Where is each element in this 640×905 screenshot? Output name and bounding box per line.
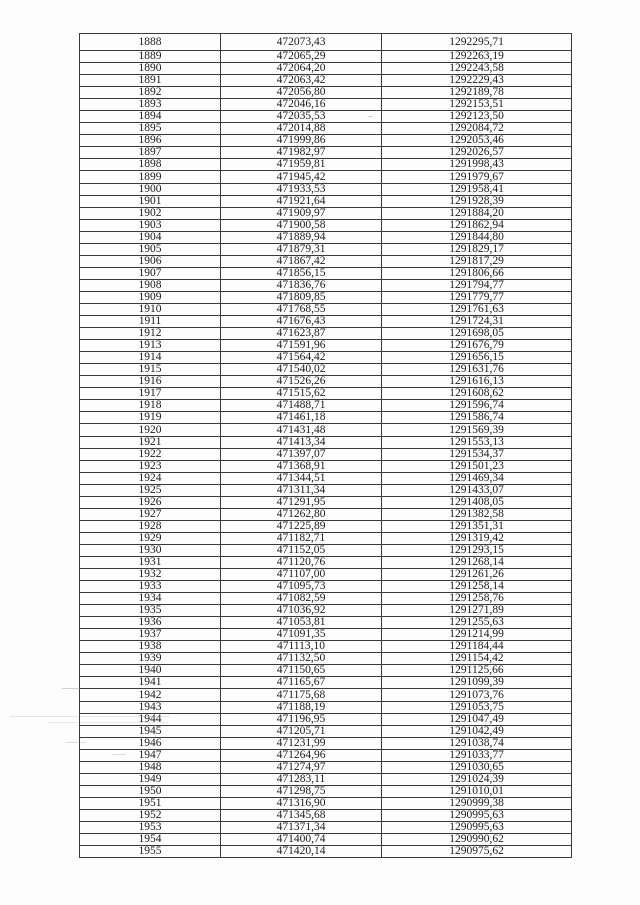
point-number-cell: 1934	[80, 593, 221, 605]
y-coordinate-cell: 1290975,62	[382, 846, 572, 858]
x-coordinate-cell: 471909,97	[221, 207, 382, 219]
point-number-cell: 1908	[80, 279, 221, 291]
x-coordinate-cell: 471526,26	[221, 376, 382, 388]
x-coordinate-cell: 471196,95	[221, 713, 382, 725]
y-coordinate-cell: 1292243,58	[382, 63, 572, 75]
y-coordinate-cell: 1291794,77	[382, 279, 572, 291]
scan-artifact	[62, 688, 80, 689]
point-number-cell: 1901	[80, 195, 221, 207]
y-coordinate-cell: 1291047,49	[382, 713, 572, 725]
table-row	[80, 412, 572, 424]
x-coordinate-cell: 471809,85	[221, 291, 382, 303]
point-number-cell: 1933	[80, 581, 221, 593]
y-coordinate-cell: 1292084,72	[382, 123, 572, 135]
y-coordinate-cell: 1291862,94	[382, 219, 572, 231]
table-row	[80, 183, 572, 195]
y-coordinate-cell: 1291433,07	[382, 484, 572, 496]
x-coordinate-cell: 471152,05	[221, 544, 382, 556]
point-number-cell: 1921	[80, 436, 221, 448]
y-coordinate-cell: 1291656,15	[382, 352, 572, 364]
x-coordinate-cell: 471091,35	[221, 629, 382, 641]
y-coordinate-cell: 1292053,46	[382, 135, 572, 147]
y-coordinate-cell: 1290990,62	[382, 834, 572, 846]
table-row	[80, 303, 572, 315]
y-coordinate-cell: 1291979,67	[382, 171, 572, 183]
y-coordinate-cell: 1291698,05	[382, 328, 572, 340]
table-row	[80, 556, 572, 568]
x-coordinate-cell: 471368,91	[221, 460, 382, 472]
x-coordinate-cell: 471036,92	[221, 605, 382, 617]
y-coordinate-cell: 1291844,80	[382, 231, 572, 243]
table-row	[80, 291, 572, 303]
table-row	[80, 496, 572, 508]
table-row	[80, 689, 572, 701]
table-row	[80, 677, 572, 689]
point-number-cell: 1909	[80, 291, 221, 303]
table-row	[80, 267, 572, 279]
table-row	[80, 448, 572, 460]
table-row	[80, 111, 572, 123]
point-number-cell: 1915	[80, 364, 221, 376]
table-row	[80, 472, 572, 484]
y-coordinate-cell: 1291268,14	[382, 556, 572, 568]
y-coordinate-cell: 1291258,76	[382, 593, 572, 605]
table-row	[80, 725, 572, 737]
table-row	[80, 713, 572, 725]
x-coordinate-cell: 471889,94	[221, 231, 382, 243]
point-number-cell: 1913	[80, 340, 221, 352]
point-number-cell: 1936	[80, 617, 221, 629]
table-row	[80, 436, 572, 448]
y-coordinate-cell: 1291271,89	[382, 605, 572, 617]
x-coordinate-cell: 471397,07	[221, 448, 382, 460]
y-coordinate-cell: 1291073,76	[382, 689, 572, 701]
y-coordinate-cell: 1291010,01	[382, 785, 572, 797]
point-number-cell: 1914	[80, 352, 221, 364]
point-number-cell: 1937	[80, 629, 221, 641]
x-coordinate-cell: 471344,51	[221, 472, 382, 484]
x-coordinate-cell: 471982,97	[221, 147, 382, 159]
x-coordinate-cell: 471488,71	[221, 400, 382, 412]
table-row	[80, 63, 572, 75]
coordinates-table-body	[80, 34, 572, 858]
point-number-cell: 1943	[80, 701, 221, 713]
point-number-cell: 1912	[80, 328, 221, 340]
table-row	[80, 653, 572, 665]
point-number-cell: 1897	[80, 147, 221, 159]
scan-artifact	[369, 116, 372, 117]
table-row	[80, 665, 572, 677]
point-number-cell: 1889	[80, 51, 221, 63]
x-coordinate-cell: 471836,76	[221, 279, 382, 291]
x-coordinate-cell: 471945,42	[221, 171, 382, 183]
y-coordinate-cell: 1291261,26	[382, 569, 572, 581]
scan-artifact	[48, 722, 168, 723]
x-coordinate-cell: 471274,97	[221, 761, 382, 773]
x-coordinate-cell: 471262,80	[221, 508, 382, 520]
table-row	[80, 328, 572, 340]
point-number-cell: 1894	[80, 111, 221, 123]
y-coordinate-cell: 1291586,74	[382, 412, 572, 424]
scan-artifact	[66, 742, 86, 743]
coordinates-table	[79, 33, 572, 858]
point-number-cell: 1924	[80, 472, 221, 484]
x-coordinate-cell: 471082,59	[221, 593, 382, 605]
table-row	[80, 822, 572, 834]
x-coordinate-cell: 472065,29	[221, 51, 382, 63]
point-number-cell: 1928	[80, 520, 221, 532]
table-row	[80, 785, 572, 797]
point-number-cell: 1950	[80, 785, 221, 797]
x-coordinate-cell: 472063,42	[221, 75, 382, 87]
y-coordinate-cell: 1291258,14	[382, 581, 572, 593]
x-coordinate-cell: 471564,42	[221, 352, 382, 364]
table-row	[80, 460, 572, 472]
table-row	[80, 147, 572, 159]
table-row	[80, 123, 572, 135]
point-number-cell: 1892	[80, 87, 221, 99]
table-row	[80, 544, 572, 556]
x-coordinate-cell: 471311,34	[221, 484, 382, 496]
point-number-cell: 1898	[80, 159, 221, 171]
table-row	[80, 773, 572, 785]
point-number-cell: 1896	[80, 135, 221, 147]
point-number-cell: 1922	[80, 448, 221, 460]
table-row	[80, 316, 572, 328]
x-coordinate-cell: 471879,31	[221, 243, 382, 255]
y-coordinate-cell: 1291030,65	[382, 761, 572, 773]
table-row	[80, 34, 572, 51]
x-coordinate-cell: 472046,16	[221, 99, 382, 111]
y-coordinate-cell: 1291779,77	[382, 291, 572, 303]
x-coordinate-cell: 471999,86	[221, 135, 382, 147]
table-row	[80, 629, 572, 641]
point-number-cell: 1953	[80, 822, 221, 834]
point-number-cell: 1910	[80, 303, 221, 315]
y-coordinate-cell: 1291676,79	[382, 340, 572, 352]
y-coordinate-cell: 1291884,20	[382, 207, 572, 219]
x-coordinate-cell: 471225,89	[221, 520, 382, 532]
y-coordinate-cell: 1291608,62	[382, 388, 572, 400]
table-row	[80, 159, 572, 171]
x-coordinate-cell: 471515,62	[221, 388, 382, 400]
y-coordinate-cell: 1290995,63	[382, 822, 572, 834]
point-number-cell: 1945	[80, 725, 221, 737]
x-coordinate-cell: 471182,71	[221, 532, 382, 544]
y-coordinate-cell: 1291817,29	[382, 255, 572, 267]
x-coordinate-cell: 471107,00	[221, 569, 382, 581]
point-number-cell: 1907	[80, 267, 221, 279]
y-coordinate-cell: 1291033,77	[382, 749, 572, 761]
x-coordinate-cell: 471205,71	[221, 725, 382, 737]
point-number-cell: 1890	[80, 63, 221, 75]
table-row	[80, 364, 572, 376]
y-coordinate-cell: 1291125,66	[382, 665, 572, 677]
y-coordinate-cell: 1291761,63	[382, 303, 572, 315]
y-coordinate-cell: 1291501,23	[382, 460, 572, 472]
x-coordinate-cell: 471231,99	[221, 737, 382, 749]
x-coordinate-cell: 471591,96	[221, 340, 382, 352]
table-row	[80, 207, 572, 219]
table-row	[80, 569, 572, 581]
x-coordinate-cell: 471921,64	[221, 195, 382, 207]
y-coordinate-cell: 1291214,99	[382, 629, 572, 641]
point-number-cell: 1947	[80, 749, 221, 761]
y-coordinate-cell: 1291596,74	[382, 400, 572, 412]
table-row	[80, 701, 572, 713]
point-number-cell: 1939	[80, 653, 221, 665]
y-coordinate-cell: 1291382,58	[382, 508, 572, 520]
point-number-cell: 1902	[80, 207, 221, 219]
point-number-cell: 1919	[80, 412, 221, 424]
x-coordinate-cell: 471867,42	[221, 255, 382, 267]
x-coordinate-cell: 471856,15	[221, 267, 382, 279]
point-number-cell: 1941	[80, 677, 221, 689]
x-coordinate-cell: 472056,80	[221, 87, 382, 99]
x-coordinate-cell: 471345,68	[221, 809, 382, 821]
y-coordinate-cell: 1292123,50	[382, 111, 572, 123]
table-row	[80, 761, 572, 773]
point-number-cell: 1948	[80, 761, 221, 773]
y-coordinate-cell: 1292295,71	[382, 34, 572, 51]
x-coordinate-cell: 471132,50	[221, 653, 382, 665]
x-coordinate-cell: 471053,81	[221, 617, 382, 629]
table-row	[80, 400, 572, 412]
point-number-cell: 1938	[80, 641, 221, 653]
point-number-cell: 1926	[80, 496, 221, 508]
x-coordinate-cell: 471676,43	[221, 316, 382, 328]
x-coordinate-cell: 471400,74	[221, 834, 382, 846]
x-coordinate-cell: 471165,67	[221, 677, 382, 689]
point-number-cell: 1895	[80, 123, 221, 135]
y-coordinate-cell: 1291616,13	[382, 376, 572, 388]
y-coordinate-cell: 1291255,63	[382, 617, 572, 629]
table-row	[80, 797, 572, 809]
x-coordinate-cell: 471933,53	[221, 183, 382, 195]
point-number-cell: 1940	[80, 665, 221, 677]
table-row	[80, 279, 572, 291]
y-coordinate-cell: 1291569,39	[382, 424, 572, 436]
scan-artifact	[10, 716, 170, 717]
table-row	[80, 255, 572, 267]
point-number-cell: 1899	[80, 171, 221, 183]
y-coordinate-cell: 1292189,78	[382, 87, 572, 99]
point-number-cell: 1930	[80, 544, 221, 556]
table-row	[80, 340, 572, 352]
point-number-cell: 1955	[80, 846, 221, 858]
y-coordinate-cell: 1292263,19	[382, 51, 572, 63]
table-row	[80, 243, 572, 255]
y-coordinate-cell: 1290995,63	[382, 809, 572, 821]
table-row	[80, 641, 572, 653]
y-coordinate-cell: 1291806,66	[382, 267, 572, 279]
y-coordinate-cell: 1291534,37	[382, 448, 572, 460]
point-number-cell: 1916	[80, 376, 221, 388]
table-row	[80, 75, 572, 87]
y-coordinate-cell: 1291829,17	[382, 243, 572, 255]
point-number-cell: 1904	[80, 231, 221, 243]
y-coordinate-cell: 1291408,05	[382, 496, 572, 508]
point-number-cell: 1911	[80, 316, 221, 328]
y-coordinate-cell: 1292026,57	[382, 147, 572, 159]
table-row	[80, 520, 572, 532]
x-coordinate-cell: 471298,75	[221, 785, 382, 797]
table-row	[80, 87, 572, 99]
table-row	[80, 484, 572, 496]
y-coordinate-cell: 1291293,15	[382, 544, 572, 556]
table-row	[80, 135, 572, 147]
point-number-cell: 1954	[80, 834, 221, 846]
x-coordinate-cell: 471623,87	[221, 328, 382, 340]
x-coordinate-cell: 472014,88	[221, 123, 382, 135]
point-number-cell: 1923	[80, 460, 221, 472]
table-row	[80, 171, 572, 183]
x-coordinate-cell: 471264,96	[221, 749, 382, 761]
point-number-cell: 1931	[80, 556, 221, 568]
table-row	[80, 617, 572, 629]
table-row	[80, 749, 572, 761]
x-coordinate-cell: 471291,95	[221, 496, 382, 508]
table-row	[80, 352, 572, 364]
table-row	[80, 388, 572, 400]
point-number-cell: 1900	[80, 183, 221, 195]
table-row	[80, 605, 572, 617]
point-number-cell: 1903	[80, 219, 221, 231]
point-number-cell: 1942	[80, 689, 221, 701]
x-coordinate-cell: 471371,34	[221, 822, 382, 834]
y-coordinate-cell: 1291053,75	[382, 701, 572, 713]
table-row	[80, 846, 572, 858]
point-number-cell: 1944	[80, 713, 221, 725]
point-number-cell: 1946	[80, 737, 221, 749]
table-row	[80, 834, 572, 846]
x-coordinate-cell: 471431,48	[221, 424, 382, 436]
x-coordinate-cell: 471900,58	[221, 219, 382, 231]
y-coordinate-cell: 1291631,76	[382, 364, 572, 376]
y-coordinate-cell: 1291351,31	[382, 520, 572, 532]
x-coordinate-cell: 471413,34	[221, 436, 382, 448]
point-number-cell: 1905	[80, 243, 221, 255]
x-coordinate-cell: 471420,14	[221, 846, 382, 858]
table-row	[80, 195, 572, 207]
x-coordinate-cell: 472035,53	[221, 111, 382, 123]
x-coordinate-cell: 471461,18	[221, 412, 382, 424]
x-coordinate-cell: 471188,19	[221, 701, 382, 713]
point-number-cell: 1917	[80, 388, 221, 400]
x-coordinate-cell: 471316,90	[221, 797, 382, 809]
x-coordinate-cell: 471113,10	[221, 641, 382, 653]
x-coordinate-cell: 472073,43	[221, 34, 382, 51]
point-number-cell: 1918	[80, 400, 221, 412]
table-row	[80, 508, 572, 520]
y-coordinate-cell: 1291038,74	[382, 737, 572, 749]
y-coordinate-cell: 1291154,42	[382, 653, 572, 665]
y-coordinate-cell: 1292229,43	[382, 75, 572, 87]
y-coordinate-cell: 1291553,13	[382, 436, 572, 448]
x-coordinate-cell: 471540,02	[221, 364, 382, 376]
table-row	[80, 99, 572, 111]
point-number-cell: 1906	[80, 255, 221, 267]
x-coordinate-cell: 471095,73	[221, 581, 382, 593]
table-row	[80, 532, 572, 544]
table-row	[80, 231, 572, 243]
x-coordinate-cell: 471768,55	[221, 303, 382, 315]
y-coordinate-cell: 1291042,49	[382, 725, 572, 737]
x-coordinate-cell: 471120,76	[221, 556, 382, 568]
y-coordinate-cell: 1291958,41	[382, 183, 572, 195]
point-number-cell: 1888	[80, 34, 221, 51]
x-coordinate-cell: 471175,68	[221, 689, 382, 701]
point-number-cell: 1935	[80, 605, 221, 617]
table-row	[80, 424, 572, 436]
y-coordinate-cell: 1291184,44	[382, 641, 572, 653]
table-row	[80, 51, 572, 63]
y-coordinate-cell: 1291998,43	[382, 159, 572, 171]
x-coordinate-cell: 471150,65	[221, 665, 382, 677]
y-coordinate-cell: 1291724,31	[382, 316, 572, 328]
table-row	[80, 737, 572, 749]
point-number-cell: 1925	[80, 484, 221, 496]
y-coordinate-cell: 1291928,39	[382, 195, 572, 207]
y-coordinate-cell: 1292153,51	[382, 99, 572, 111]
table-row	[80, 581, 572, 593]
point-number-cell: 1893	[80, 99, 221, 111]
point-number-cell: 1920	[80, 424, 221, 436]
table-row	[80, 376, 572, 388]
table-row	[80, 593, 572, 605]
point-number-cell: 1927	[80, 508, 221, 520]
y-coordinate-cell: 1291024,39	[382, 773, 572, 785]
table-row	[80, 219, 572, 231]
point-number-cell: 1891	[80, 75, 221, 87]
point-number-cell: 1952	[80, 809, 221, 821]
x-coordinate-cell: 472064,20	[221, 63, 382, 75]
point-number-cell: 1929	[80, 532, 221, 544]
table-row	[80, 809, 572, 821]
point-number-cell: 1949	[80, 773, 221, 785]
point-number-cell: 1951	[80, 797, 221, 809]
x-coordinate-cell: 471283,11	[221, 773, 382, 785]
y-coordinate-cell: 1290999,38	[382, 797, 572, 809]
y-coordinate-cell: 1291319,42	[382, 532, 572, 544]
x-coordinate-cell: 471959,81	[221, 159, 382, 171]
y-coordinate-cell: 1291099,39	[382, 677, 572, 689]
y-coordinate-cell: 1291469,34	[382, 472, 572, 484]
scan-artifact	[112, 754, 126, 755]
point-number-cell: 1932	[80, 569, 221, 581]
